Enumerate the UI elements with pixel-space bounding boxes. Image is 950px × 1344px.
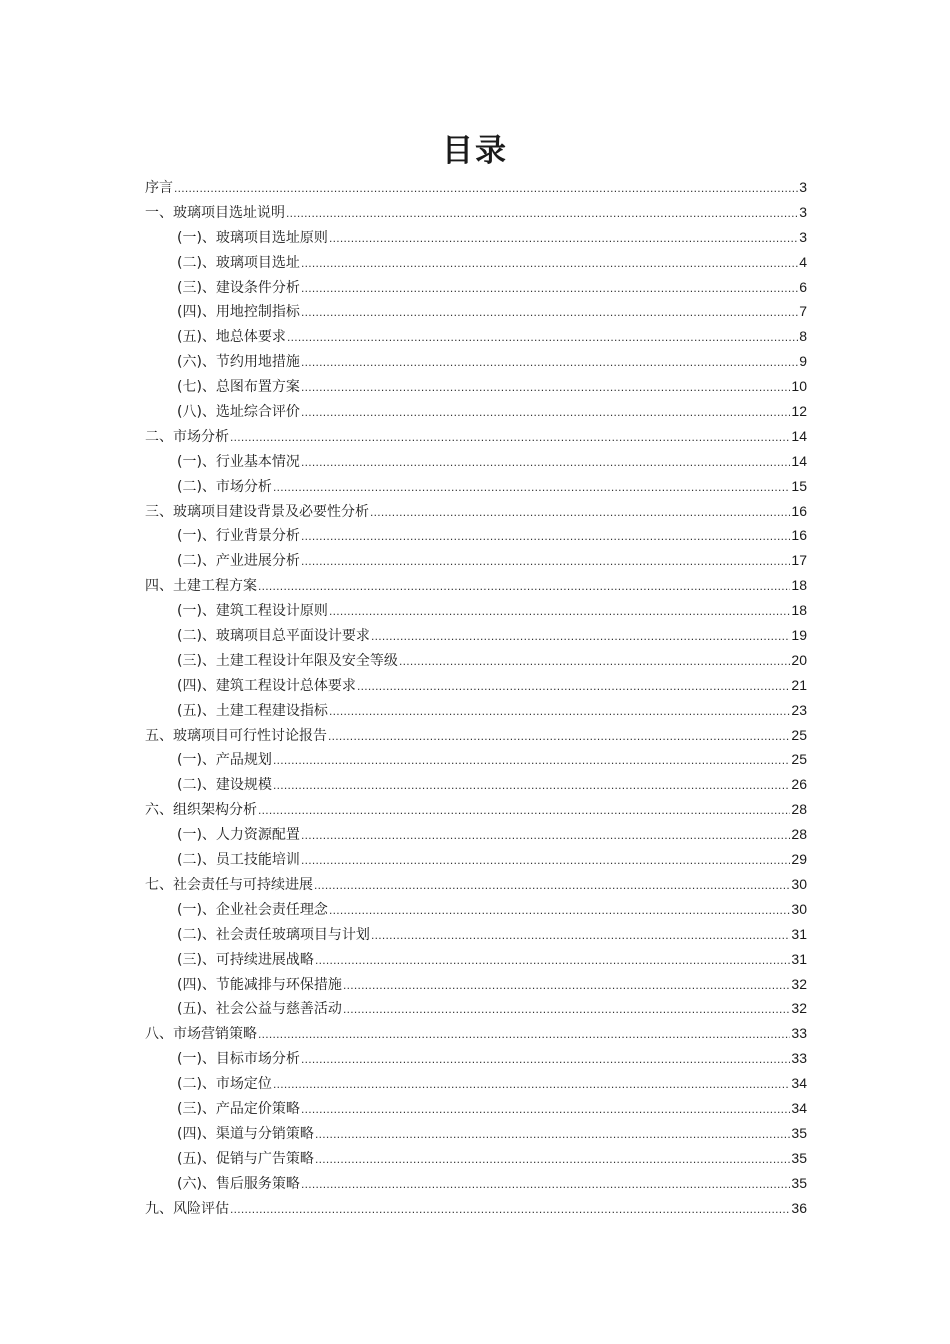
toc-entry-label: 四、土建工程方案 (145, 578, 257, 595)
toc-entry-page-number: 35 (791, 1124, 807, 1141)
toc-entry[interactable] (145, 1196, 807, 1221)
dot-leader (329, 599, 790, 624)
toc-entry-label: (六)、节约用地措施 (177, 354, 300, 371)
toc-entry[interactable] (145, 723, 807, 748)
toc-entry-label: 序言 (145, 180, 173, 196)
toc-entry-label: (三)、可持续进展战略 (177, 951, 314, 968)
toc-entry[interactable] (145, 922, 807, 947)
toc-entry[interactable] (145, 772, 807, 797)
dot-leader (329, 226, 798, 251)
dot-leader (258, 574, 790, 599)
dot-leader (315, 1122, 790, 1147)
toc-entry-label: (二)、员工技能培训 (177, 852, 300, 869)
toc-entry-label: 七、社会责任与可持续进展 (145, 876, 313, 893)
dot-leader (286, 201, 798, 226)
toc-entry-page-number: 33 (791, 1025, 807, 1042)
dot-leader (301, 251, 798, 276)
toc-entry-label: (一)、产品规划 (177, 752, 272, 769)
toc-entry-page-number: 31 (791, 925, 807, 942)
toc-entry-page-number: 17 (791, 552, 807, 569)
toc-entry[interactable] (145, 1121, 807, 1146)
dot-leader (273, 1072, 790, 1097)
toc-entry-label: (二)、市场分析 (177, 478, 272, 495)
toc-entry[interactable] (145, 548, 807, 573)
toc-entry-label: (六)、售后服务策略 (177, 1175, 300, 1192)
toc-entry[interactable] (145, 972, 807, 997)
toc-entry[interactable] (145, 822, 807, 847)
toc-entry-label: (一)、目标市场分析 (177, 1051, 300, 1068)
toc-entry[interactable] (145, 250, 807, 275)
toc-entry-label: (二)、社会责任玻璃项目与计划 (177, 926, 370, 943)
toc-entry-page-number: 34 (791, 1099, 807, 1116)
toc-entry[interactable] (145, 1071, 807, 1096)
toc-entry[interactable] (145, 225, 807, 250)
toc-entry[interactable] (145, 1146, 807, 1171)
toc-entry-page-number: 28 (791, 801, 807, 818)
toc-entry-page-number: 16 (791, 527, 807, 544)
toc-entry-page-number: 3 (799, 203, 807, 220)
dot-leader (287, 325, 798, 350)
toc-entry-page-number: 18 (791, 577, 807, 594)
toc-entry-label: 六、组织架构分析 (145, 802, 257, 819)
dot-leader (273, 475, 790, 500)
toc-entry-label: (四)、渠道与分销策略 (177, 1125, 314, 1142)
toc-entry-page-number: 29 (791, 851, 807, 868)
toc-entry-page-number: 18 (791, 602, 807, 619)
toc-entry-page-number: 14 (791, 427, 807, 444)
toc-entry[interactable] (145, 573, 807, 598)
dot-leader (399, 649, 790, 674)
toc-entry-page-number: 15 (791, 477, 807, 494)
dot-leader (230, 425, 790, 450)
toc-entry-label: (五)、土建工程建设指标 (177, 702, 328, 719)
toc-entry-label: (二)、市场定位 (177, 1076, 272, 1093)
toc-entry-page-number: 4 (799, 253, 807, 270)
dot-leader (315, 1147, 790, 1172)
toc-entry[interactable] (145, 847, 807, 872)
page-title: 目录 (442, 133, 508, 169)
dot-leader (315, 948, 790, 973)
toc-entry-page-number: 9 (799, 353, 807, 370)
toc-entry[interactable] (145, 1046, 807, 1071)
toc-entry-page-number: 35 (791, 1149, 807, 1166)
dot-leader (301, 1047, 790, 1072)
toc-entry-page-number: 16 (791, 502, 807, 519)
toc-entry[interactable] (145, 747, 807, 772)
toc-entry-page-number: 21 (791, 676, 807, 693)
dot-leader (371, 624, 790, 649)
toc-entry-label: 八、市场营销策略 (145, 1026, 257, 1043)
toc-entry-label: (二)、玻璃项目总平面设计要求 (177, 628, 370, 645)
toc-entry[interactable] (145, 996, 807, 1021)
toc-entry-label: 九、风险评估 (145, 1200, 229, 1217)
toc-entry[interactable] (145, 698, 807, 723)
dot-leader (230, 1197, 790, 1222)
dot-leader (301, 400, 790, 425)
dot-leader (357, 674, 790, 699)
toc-entry[interactable] (145, 200, 807, 225)
toc-entry-label: (二)、玻璃项目选址 (177, 254, 300, 271)
toc-entry[interactable] (145, 449, 807, 474)
toc-entry-page-number: 33 (791, 1050, 807, 1067)
toc-entry-page-number: 34 (791, 1075, 807, 1092)
dot-leader (273, 748, 790, 773)
dot-leader (301, 823, 790, 848)
toc-entry-label: (二)、建设规模 (177, 777, 272, 794)
toc-entry-page-number: 23 (791, 701, 807, 718)
toc-entry-label: (一)、企业社会责任理念 (177, 901, 328, 918)
toc-entry-page-number: 36 (791, 1199, 807, 1216)
dot-leader (301, 450, 790, 475)
dot-leader (301, 1172, 790, 1197)
toc-entry-page-number: 3 (799, 228, 807, 245)
toc-entry-page-number: 19 (791, 627, 807, 644)
toc-entry-label: (五)、社会公益与慈善活动 (177, 1001, 342, 1018)
toc-entry[interactable] (145, 797, 807, 822)
dot-leader (301, 848, 790, 873)
toc-entry[interactable] (145, 399, 807, 424)
dot-leader (258, 798, 790, 823)
toc-entry[interactable] (145, 623, 807, 648)
toc-entry-label: (一)、玻璃项目选址原则 (177, 229, 328, 246)
toc-entry[interactable] (145, 1096, 807, 1121)
toc-entry-page-number: 26 (791, 776, 807, 793)
dot-leader (301, 1097, 790, 1122)
toc-entry-label: (五)、促销与广告策略 (177, 1150, 314, 1167)
dot-leader (371, 923, 790, 948)
dot-leader (258, 1022, 790, 1047)
toc-entry-page-number: 8 (799, 328, 807, 345)
toc-entry[interactable] (145, 424, 807, 449)
toc-entry-label: 一、玻璃项目选址说明 (145, 204, 285, 221)
toc-entry-label: (一)、人力资源配置 (177, 827, 300, 844)
toc-entry-label: (四)、节能减排与环保措施 (177, 976, 342, 993)
dot-leader (343, 997, 790, 1022)
toc-entry[interactable] (145, 499, 807, 524)
toc-entry[interactable] (145, 897, 807, 922)
toc-entry-page-number: 30 (791, 900, 807, 917)
toc-entry-page-number: 6 (799, 278, 807, 295)
toc-entry[interactable] (145, 299, 807, 324)
dot-leader (301, 276, 798, 301)
toc-entry[interactable] (145, 474, 807, 499)
dot-leader (301, 524, 790, 549)
toc-entry[interactable] (145, 324, 807, 349)
toc-entry-label: (一)、行业背景分析 (177, 528, 300, 545)
table-of-contents (145, 175, 807, 1220)
toc-entry[interactable] (145, 1021, 807, 1046)
toc-entry-label: 三、玻璃项目建设背景及必要性分析 (145, 503, 369, 520)
dot-leader (328, 724, 790, 749)
toc-entry[interactable] (145, 1171, 807, 1196)
dot-leader (329, 898, 790, 923)
toc-entry-page-number: 14 (791, 452, 807, 469)
toc-entry-label: (七)、总图布置方案 (177, 379, 300, 396)
dot-leader (370, 500, 790, 525)
toc-entry-page-number: 3 (799, 179, 807, 195)
toc-entry-page-number: 25 (791, 726, 807, 743)
toc-entry-page-number: 31 (791, 950, 807, 967)
toc-entry[interactable] (145, 872, 807, 897)
toc-entry-label: (五)、地总体要求 (177, 329, 286, 346)
toc-entry-page-number: 12 (791, 403, 807, 420)
toc-entry-page-number: 32 (791, 1000, 807, 1017)
dot-leader (301, 300, 798, 325)
toc-entry-page-number: 28 (791, 826, 807, 843)
dot-leader (329, 699, 790, 724)
toc-entry-label: (一)、建筑工程设计原则 (177, 603, 328, 620)
toc-entry-label: (四)、用地控制指标 (177, 304, 300, 321)
toc-entry-page-number: 10 (791, 378, 807, 395)
dot-leader (343, 973, 790, 998)
toc-entry-label: (四)、建筑工程设计总体要求 (177, 677, 356, 694)
toc-entry-label: 五、玻璃项目可行性讨论报告 (145, 727, 327, 744)
toc-entry-page-number: 20 (791, 651, 807, 668)
toc-entry[interactable] (145, 523, 807, 548)
toc-entry[interactable] (145, 947, 807, 972)
dot-leader (301, 375, 790, 400)
toc-entry[interactable] (145, 175, 807, 200)
toc-entry-label: 二、市场分析 (145, 428, 229, 445)
dot-leader (301, 549, 790, 574)
dot-leader (273, 773, 790, 798)
toc-entry-label: (三)、产品定价策略 (177, 1100, 300, 1117)
toc-entry[interactable] (145, 673, 807, 698)
toc-entry[interactable] (145, 598, 807, 623)
toc-entry[interactable] (145, 275, 807, 300)
toc-entry-page-number: 7 (799, 303, 807, 320)
toc-entry-label: (三)、建设条件分析 (177, 279, 300, 296)
toc-entry[interactable] (145, 648, 807, 673)
toc-entry-label: (三)、土建工程设计年限及安全等级 (177, 652, 398, 669)
toc-entry[interactable] (145, 349, 807, 374)
toc-entry-page-number: 35 (791, 1174, 807, 1191)
toc-entry-label: (八)、选址综合评价 (177, 404, 300, 421)
toc-entry-page-number: 30 (791, 875, 807, 892)
dot-leader (301, 350, 798, 375)
toc-entry-page-number: 25 (791, 751, 807, 768)
dot-leader (314, 873, 790, 898)
toc-entry[interactable] (145, 374, 807, 399)
toc-entry-label: (一)、行业基本情况 (177, 453, 300, 470)
toc-entry-page-number: 32 (791, 975, 807, 992)
dot-leader (174, 176, 798, 201)
toc-entry-label: (二)、产业进展分析 (177, 553, 300, 570)
